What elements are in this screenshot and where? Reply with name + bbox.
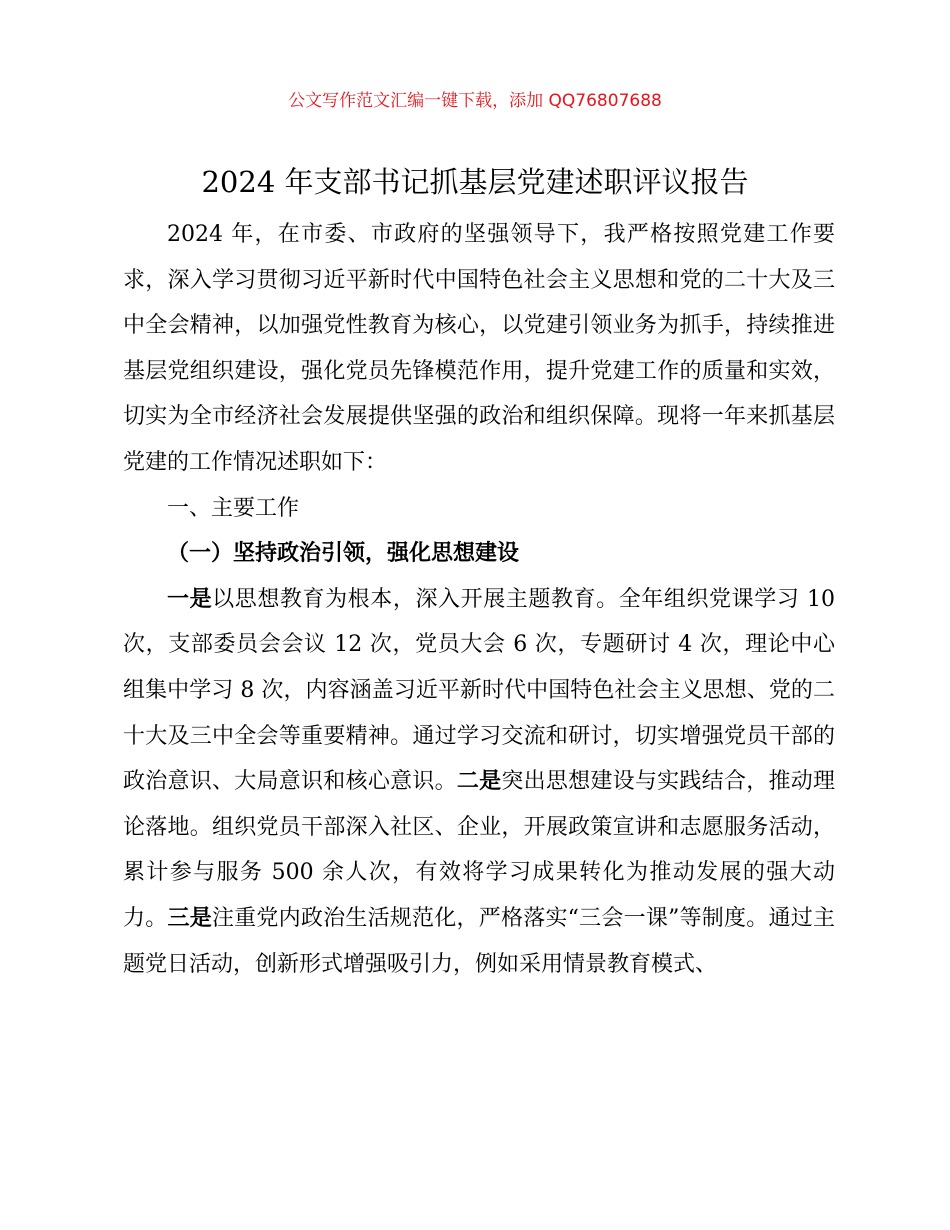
point-2-lead: 二是 xyxy=(456,769,502,795)
intro-paragraph: 2024 年，在市委、市政府的坚强领导下，我严格按照党建工作要求，深入学习贯彻习近平新时代中国特色社会主义思想和党的二十大及三中全会精神，以加强党性教育为核心，以党建引领业务为抓手，持续推进基层党组织建设，强化党员先锋模范作用，提升党建工作的质量和实效，切实为全市经济社会发展提供坚强的政治和组织保障。现将一年来抓基层党建的工作情况述职如下： xyxy=(123,222,835,475)
point-1-text: 以思想教育为根本，深入开展主题教育。全年组织党课学习 10 次，支部委员会会议 12 次，党员大会 6 次，专题研讨 4 次，理论中心组集中学习 8 次，内容涵盖习近平新时代中国特色社会主义思想、党的二十大及三中全会等重要精神。通过学习交流和研讨，切实增强党员干部的政治意识、大局意识和核心意识。 xyxy=(123,586,835,795)
document-title: 2024 年支部书记抓基层党建述职评议报告 xyxy=(201,165,749,199)
section-heading: 一、主要工作 xyxy=(167,495,300,521)
point-3-lead: 三是 xyxy=(167,905,212,931)
point-3-text: 注重党内政治生活规范化，严格落实“三会一课”等制度。通过主题党日活动，创新形式增强吸引力，例如采用情景教育模式、 xyxy=(123,905,835,977)
download-banner: 公文写作范文汇编一键下载，添加 QQ76807688 xyxy=(288,91,662,111)
point-1-lead: 一是 xyxy=(167,586,213,612)
subsection-heading: （一）坚持政治引领，强化思想建设 xyxy=(167,541,520,567)
work-paragraph xyxy=(123,577,835,987)
document-body xyxy=(123,212,835,987)
point-2-text: 突出思想建设与实践结合，推动理论落地。组织党员干部深入社区、企业，开展政策宣讲和志愿服务活动，累计参与服务 500 余人次，有效将学习成果转化为推动发展的强大动力。 xyxy=(123,769,835,931)
